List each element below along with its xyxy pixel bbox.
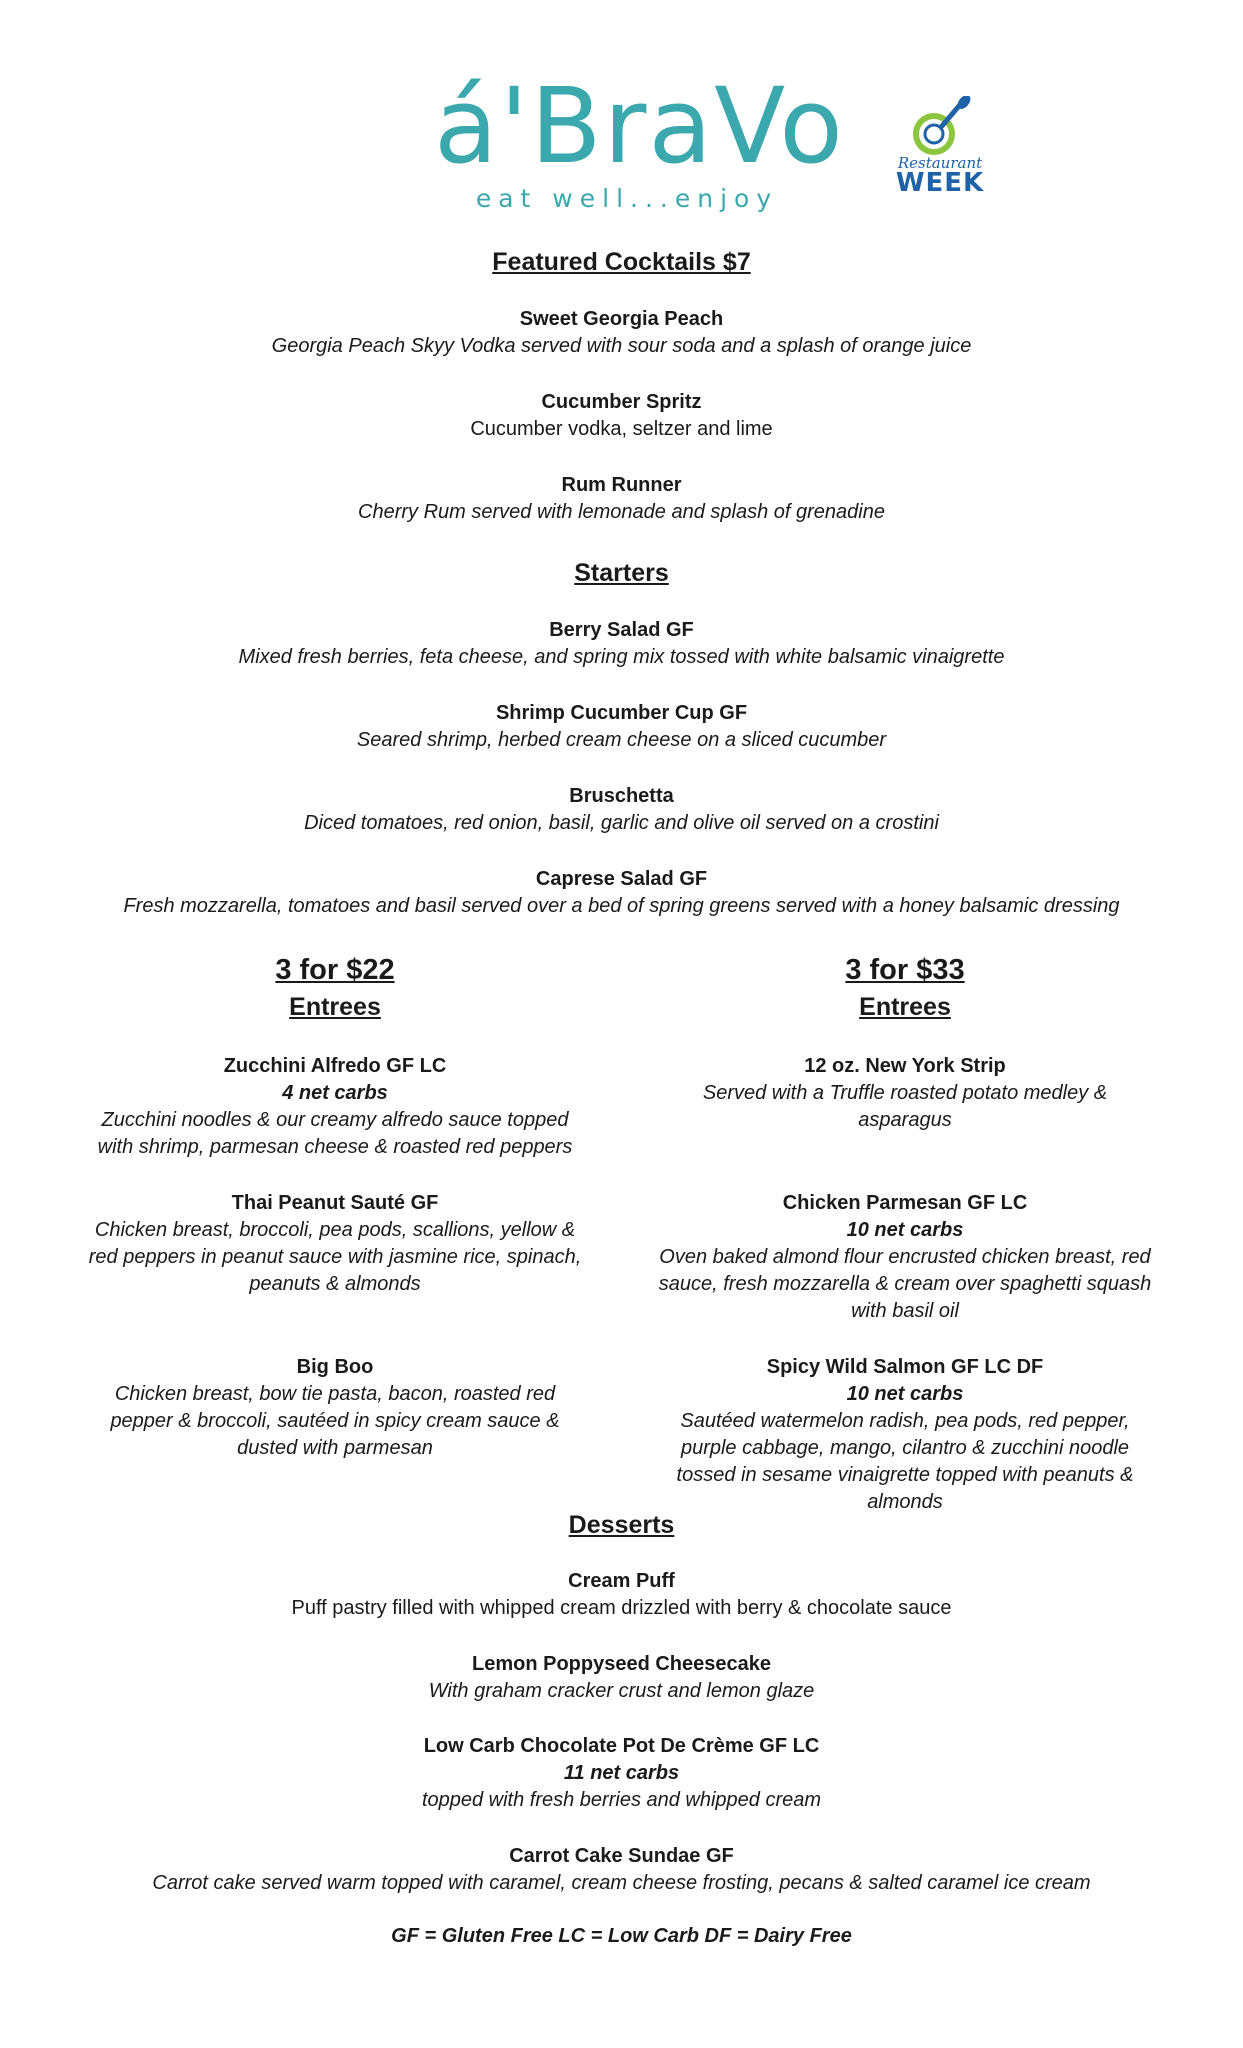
menu-item (70, 1190, 600, 1298)
menu-item (645, 1053, 1165, 1134)
item-description: Mixed fresh berries, feta cheese, and spring mix tossed with white balsamic vinaigrette (238, 646, 1005, 668)
item-carbs: 4 net carbs (282, 1082, 388, 1104)
menu-item (0, 1733, 1243, 1814)
item-description: Georgia Peach Skyy Vodka served with sour soda and a splash of orange juice (271, 335, 972, 357)
item-description: red peppers in peanut sauce with jasmine rice, spinach, (88, 1246, 582, 1268)
menu-item (0, 472, 1243, 526)
menu-item (0, 617, 1243, 671)
price-heading-33: 3 for $33 (845, 954, 965, 986)
item-description: tossed in sesame vinaigrette topped with peanuts & (676, 1464, 1134, 1486)
item-name: Carrot Cake Sundae GF (509, 1845, 734, 1867)
item-description: peanuts & almonds (249, 1273, 421, 1295)
item-description: topped with fresh berries and whipped cream (421, 1789, 822, 1811)
item-description: Chicken breast, bow tie pasta, bacon, roasted red (114, 1383, 556, 1405)
item-name: Low Carb Chocolate Pot De Crème GF LC (423, 1735, 820, 1757)
item-description: purple cabbage, mango, cilantro & zucchini noodle (680, 1437, 1130, 1459)
event-logo-line2: WEEK (895, 168, 985, 198)
menu-item (70, 1354, 600, 1462)
menu-item (0, 866, 1243, 920)
restaurant-week-logo (884, 96, 996, 208)
event-logo-line1: Restaurant (897, 154, 983, 172)
item-description: with shrimp, parmesan cheese & roasted red peppers (97, 1136, 573, 1158)
item-name: Big Boo (296, 1356, 374, 1378)
price-heading-22: 3 for $22 (275, 954, 395, 986)
item-description: Zucchini noodles & our creamy alfredo sauce topped (101, 1109, 569, 1131)
item-description: Sautéed watermelon radish, pea pods, red pepper, (680, 1410, 1130, 1432)
item-name: Lemon Poppyseed Cheesecake (471, 1653, 771, 1675)
entrees-heading-33: Entrees (859, 993, 951, 1021)
item-description: Served with a Truffle roasted potato medley & (702, 1082, 1108, 1104)
cocktails-heading: Featured Cocktails $7 (492, 248, 751, 276)
item-name: Rum Runner (561, 474, 682, 496)
desserts-heading: Desserts (568, 1511, 675, 1539)
item-description: pepper & broccoli, sautéed in spicy cream sauce & (110, 1410, 560, 1432)
item-name: Cream Puff (568, 1570, 675, 1592)
item-description: Seared shrimp, herbed cream cheese on a sliced cucumber (356, 729, 887, 751)
item-name: Caprese Salad GF (535, 868, 708, 890)
brand-tagline: eat well...enjoy (475, 184, 779, 213)
brand-logo (434, 65, 845, 213)
item-name: Spicy Wild Salmon GF LC DF (766, 1356, 1044, 1378)
menu-item (70, 1053, 600, 1161)
item-description: Cucumber vodka, seltzer and lime (470, 418, 773, 440)
menu-item (645, 1354, 1165, 1516)
item-description: with basil oil (851, 1300, 959, 1322)
menu-item (0, 1651, 1243, 1705)
item-description: sauce, fresh mozzarella & cream over spaghetti squash (658, 1273, 1152, 1295)
item-name: Zucchini Alfredo GF LC (223, 1055, 447, 1077)
item-name: 12 oz. New York Strip (804, 1055, 1006, 1077)
item-description: asparagus (858, 1109, 952, 1131)
item-description: Cherry Rum served with lemonade and splash of grenadine (358, 501, 885, 523)
item-name: Berry Salad GF (549, 619, 694, 641)
item-description: dusted with parmesan (237, 1437, 433, 1459)
dietary-legend: GF = Gluten Free LC = Low Carb DF = Dairy Free (391, 1925, 852, 1947)
item-name: Sweet Georgia Peach (519, 308, 724, 330)
item-description: almonds (867, 1491, 943, 1513)
menu-item (0, 1568, 1243, 1622)
brand-name: á'BraVo (434, 65, 845, 187)
menu-item (0, 306, 1243, 360)
item-name: Cucumber Spritz (541, 391, 702, 413)
item-carbs: 11 net carbs (563, 1762, 680, 1784)
entrees-heading-22: Entrees (289, 993, 381, 1021)
item-description: Carrot cake served warm topped with caramel, cream cheese frosting, pecans & salted caramel ice cream (152, 1872, 1091, 1894)
item-carbs: 10 net carbs (846, 1219, 964, 1241)
item-description: Diced tomatoes, red onion, basil, garlic and olive oil served on a crostini (304, 812, 939, 834)
item-description: Fresh mozzarella, tomatoes and basil served over a bed of spring greens served with a honey balsamic dressing (123, 895, 1120, 917)
item-carbs: 10 net carbs (846, 1383, 964, 1405)
item-name: Thai Peanut Sauté GF (231, 1192, 439, 1214)
item-name: Shrimp Cucumber Cup GF (495, 702, 748, 724)
menu-item (0, 1843, 1243, 1897)
item-description: Puff pastry filled with whipped cream drizzled with berry & chocolate sauce (291, 1597, 952, 1619)
menu-item (0, 389, 1243, 443)
menu-item (645, 1190, 1165, 1325)
menu-item (0, 700, 1243, 754)
item-name: Chicken Parmesan GF LC (782, 1192, 1028, 1214)
menu-item (0, 783, 1243, 837)
starters-heading: Starters (574, 559, 669, 587)
item-name: Bruschetta (569, 785, 674, 807)
item-description: Chicken breast, broccoli, pea pods, scallions, yellow & (94, 1219, 576, 1241)
item-description: With graham cracker crust and lemon glaze (428, 1680, 815, 1702)
item-description: Oven baked almond flour encrusted chicken breast, red (659, 1246, 1151, 1268)
